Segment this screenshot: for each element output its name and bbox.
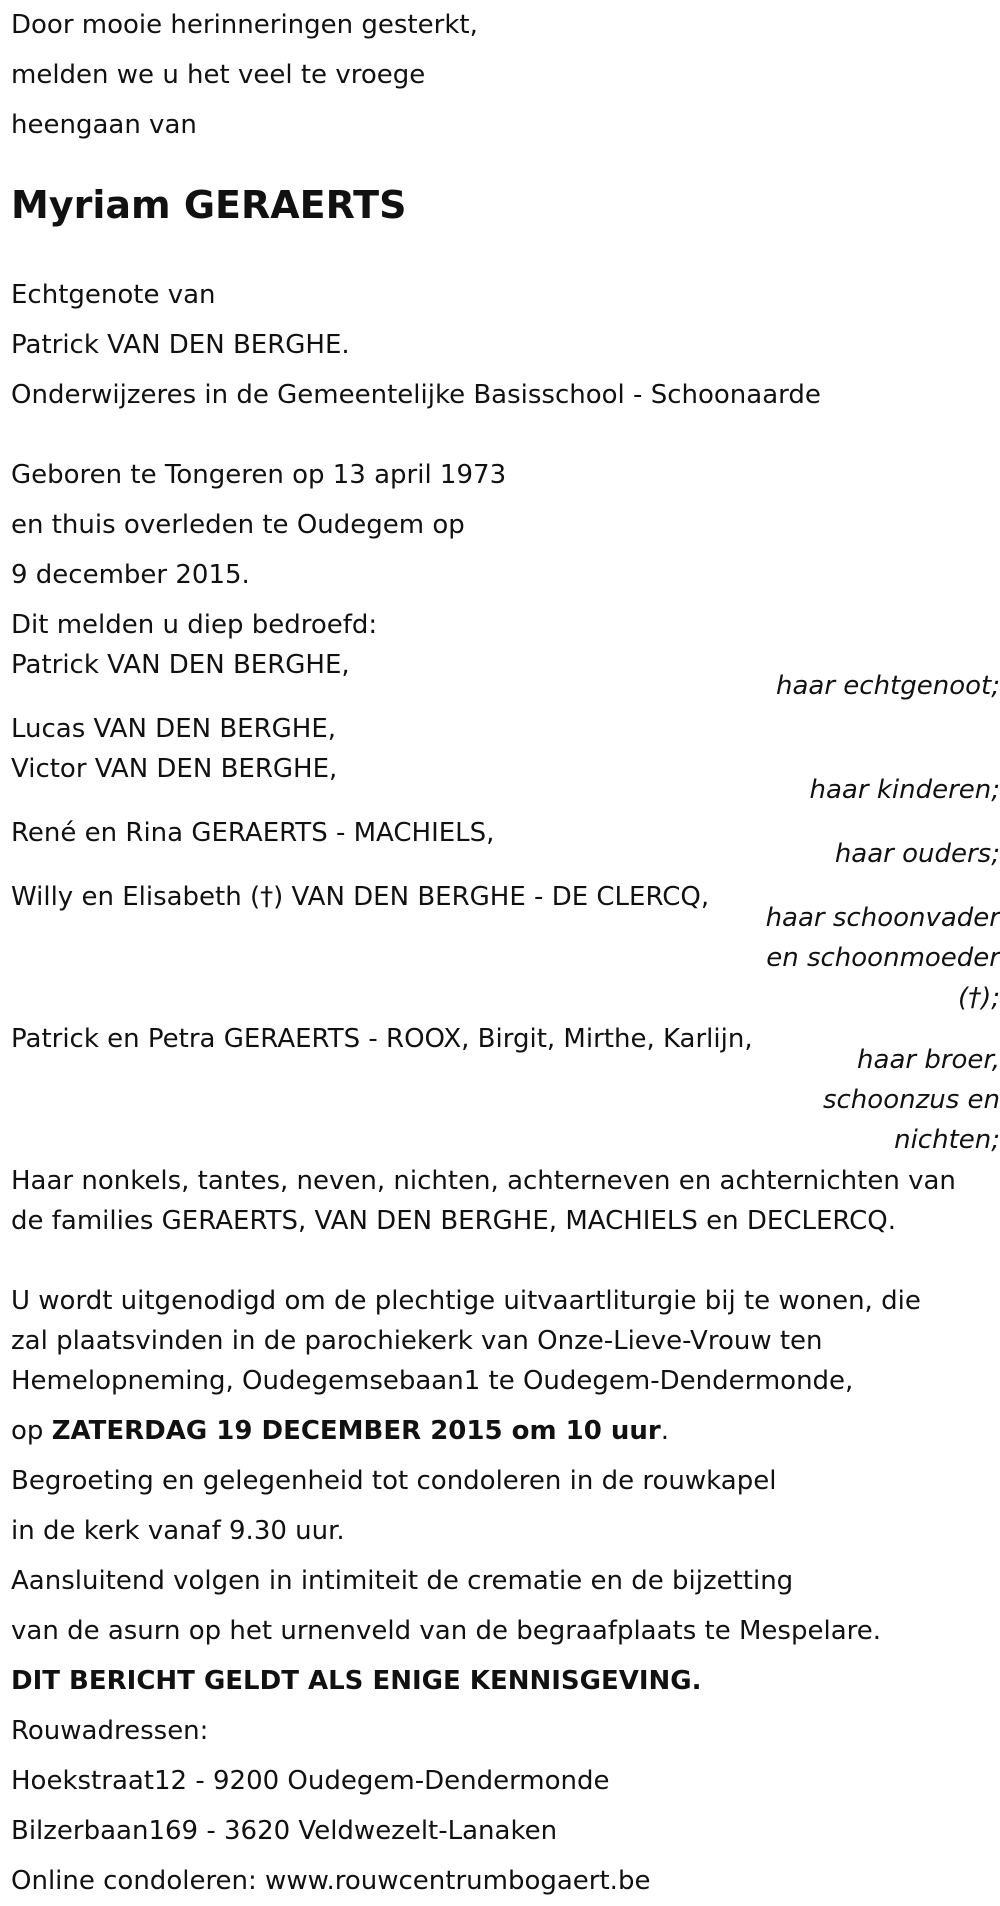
bio-line: Echtgenote van xyxy=(11,280,216,310)
dates-line: Geboren te Tongeren op 13 april 1973 xyxy=(11,460,507,490)
address-line: Bilzerbaan169 - 3620 Veldwezelt-Lanaken xyxy=(11,1816,558,1846)
service-line: op ZATERDAG 19 DECEMBER 2015 om 10 uur. xyxy=(11,1416,669,1446)
mourner-names: René en Rina GERAERTS - MACHIELS, xyxy=(11,818,495,848)
invitation-line: Hemelopneming, Oudegemsebaan1 te Oudegem-Dendermonde, xyxy=(11,1366,854,1396)
intro-line: melden we u het veel te vroege xyxy=(11,60,426,90)
family-line: de families GERAERTS, VAN DEN BERGHE, MACHIELS en DECLERCQ. xyxy=(11,1206,897,1236)
service-date: ZATERDAG 19 DECEMBER 2015 om 10 uur xyxy=(51,1416,661,1446)
mourner-names: Patrick en Petra GERAERTS - ROOX, Birgit, Mirthe, Karlijn, xyxy=(11,1024,753,1054)
closing-line: van de asurn op het urnenveld van de begraafplaats te Mespelare. xyxy=(11,1616,882,1646)
mourners-intro: Dit melden u diep bedroefd: xyxy=(11,610,378,640)
dates-line: 9 december 2015. xyxy=(11,560,250,590)
addresses-label: Rouwadressen: xyxy=(11,1716,209,1746)
notice: DIT BERICHT GELDT ALS ENIGE KENNISGEVING. xyxy=(11,1666,702,1696)
mourner-names: Victor VAN DEN BERGHE, xyxy=(11,754,338,784)
address-line: Hoekstraat12 - 9200 Oudegem-Dendermonde xyxy=(11,1766,610,1796)
intro-line: heengaan van xyxy=(11,110,197,140)
dates-line: en thuis overleden te Oudegem op xyxy=(11,510,465,540)
mourner-relation: haar echtgenoot; xyxy=(775,671,1000,701)
online-condolence: Online condoleren: www.rouwcentrumbogaert.be xyxy=(11,1866,651,1896)
closing-line: Begroeting en gelegenheid tot condoleren in de rouwkapel xyxy=(11,1466,777,1496)
intro-line: Door mooie herinneringen gesterkt, xyxy=(11,10,478,40)
invitation-line: U wordt uitgenodigd om de plechtige uitvaartliturgie bij te wonen, die xyxy=(11,1286,921,1316)
bio-line: Patrick VAN DEN BERGHE. xyxy=(11,330,350,360)
bio-line: Onderwijzeres in de Gemeentelijke Basisschool - Schoonaarde xyxy=(11,380,821,410)
family-line: Haar nonkels, tantes, neven, nichten, achterneven en achternichten van xyxy=(11,1166,956,1196)
mourner-names: Lucas VAN DEN BERGHE, xyxy=(11,714,337,744)
mourner-relation: haar ouders; xyxy=(834,839,1000,869)
mourner-names: Patrick VAN DEN BERGHE, xyxy=(11,650,350,680)
mourner-relation: haar schoonvader en schoonmoeder (†); xyxy=(765,903,1000,1013)
closing-line: Aansluitend volgen in intimiteit de crematie en de bijzetting xyxy=(11,1566,794,1596)
mourner-relation: haar broer, schoonzus en nichten; xyxy=(822,1045,1000,1155)
mourner-names: Willy en Elisabeth (†) VAN DEN BERGHE - DE CLERCQ, xyxy=(11,882,710,912)
invitation-line: zal plaatsvinden in de parochiekerk van Onze-Lieve-Vrouw ten xyxy=(11,1326,823,1356)
deceased-name: Myriam GERAERTS xyxy=(11,183,407,227)
mourner-relation: haar kinderen; xyxy=(809,775,1000,805)
closing-line: in de kerk vanaf 9.30 uur. xyxy=(11,1516,345,1546)
